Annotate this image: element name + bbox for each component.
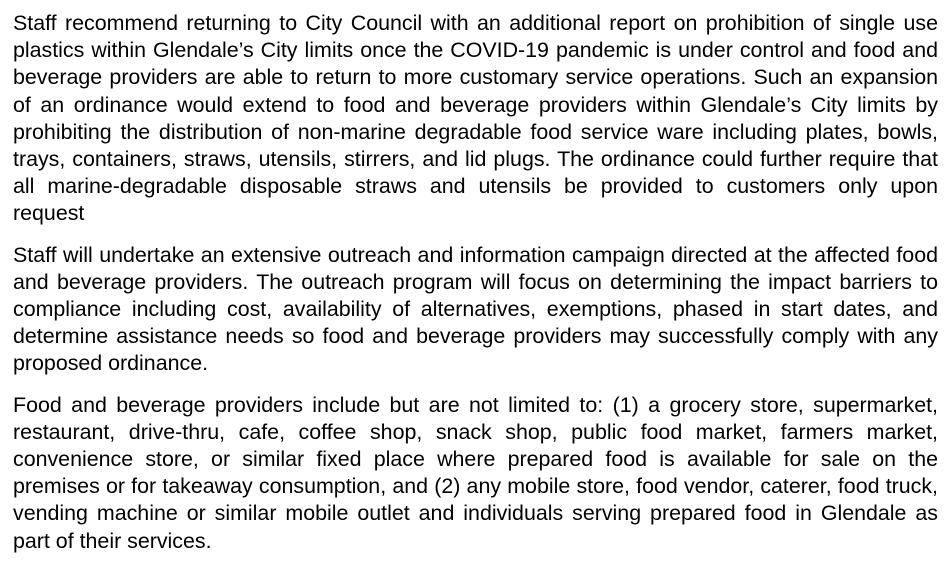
paragraph-provider-definition: Food and beverage providers include but are not limited to: (1) a grocery store, supermarket, restaurant, drive-thru, cafe, coffee shop, snack shop, public food market, farmers market, convenience store, or similar fixed place where prepared food is available for sale on the premises or for takeaway consumption, and (2) any mobile store, food vendor, caterer, food truck, vending machine or similar mobile outlet and individuals serving prepared food in Glendale as part of their services.	[13, 392, 938, 553]
paragraph-outreach-campaign: Staff will undertake an extensive outreach and information campaign directed at the affected food and beverage providers. The outreach program will focus on determining the impact barriers to compliance including cost, availability of alternatives, exemptions, phased in start dates, and determine assistance needs so food and beverage providers may successfully comply with any proposed ordinance.	[13, 242, 938, 376]
paragraph-single-use-plastics-report: Staff recommend returning to City Council with an additional report on prohibition of single use plastics within Glendale’s City limits once the COVID-19 pandemic is under control and food and beverage providers are able to return to more customary service operations. Such an expansion of an ordinance would extend to food and beverage providers within Glendale’s City limits by prohibiting the distribution of non-marine degradable food service ware including plates, bowls, trays, containers, straws, utensils, stirrers, and lid plugs. The ordinance could further require that all marine-degradable disposable straws and utensils be provided to customers only upon request	[13, 11, 938, 226]
